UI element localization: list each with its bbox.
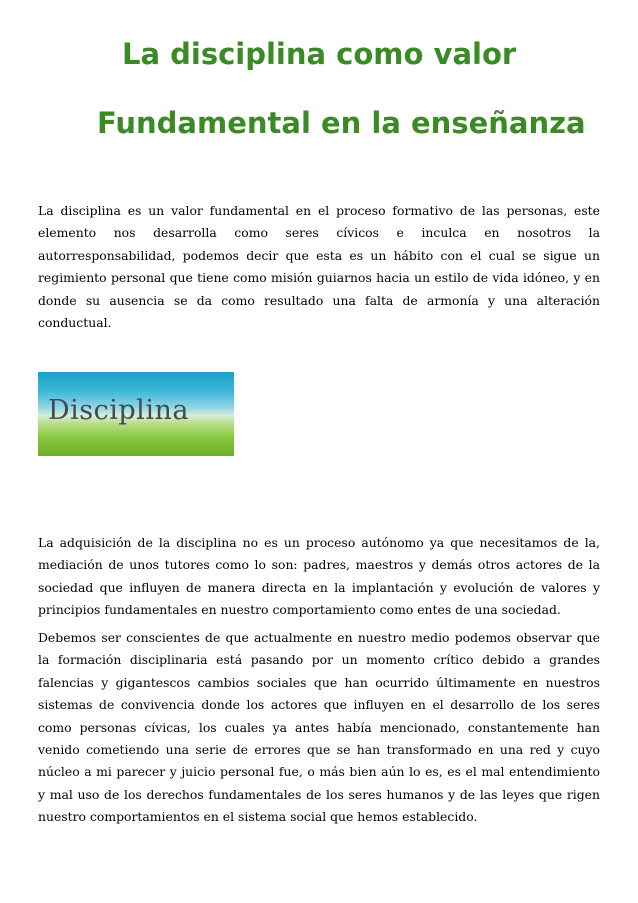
page-subtitle: Fundamental en la enseñanza [97,106,586,140]
paragraph-adquisicion: La adquisición de la disciplina no es un proceso autónomo ya que necesitamos de la, mediación de unos tutores como lo son: padres, maestros y demás otros actores de la sociedad que influyen de manera directa en la implantación y evolución de valores y principios fundamentales en nuestro comportamiento como entes de una sociedad. [38,535,600,618]
page-title: La disciplina como valor [122,37,517,71]
banner-label: Disciplina [48,395,189,426]
disciplina-banner-image [38,372,234,456]
paragraph-intro: La disciplina es un valor fundamental en el proceso formativo de las personas, este elemento nos desarrolla como seres cívicos e inculca en nosotros la autorresponsabilidad, podemos decir que esta es un hábito con el cual se sigue un regimiento personal que tiene como misión guiarnos hacia un estilo de vida idóneo, y en donde su ausencia se da como resultado una falta de armonía y una alteración conductual. [38,203,600,331]
paragraph-conscientes: Debemos ser conscientes de que actualmente en nuestro medio podemos observar que la formación disciplinaria está pasando por un momento crítico debido a grandes falencias y gigantescos cambios sociales que han ocurrido últimamente en nuestros sistemas de convivencia donde los actores que influyen en el desarrollo de los seres como personas cívicas, los cuales ya antes había mencionado, constantemente han venido cometiendo una serie de errores que se han transformado en una red y cuyo núcleo a mi parecer y juicio personal fue, o más bien aún lo es, es el mal entendimiento y mal uso de los derechos fundamentales de los seres humanos y de las leyes que rigen nuestro comportamientos en el sistema social que hemos establecido. [38,630,600,825]
